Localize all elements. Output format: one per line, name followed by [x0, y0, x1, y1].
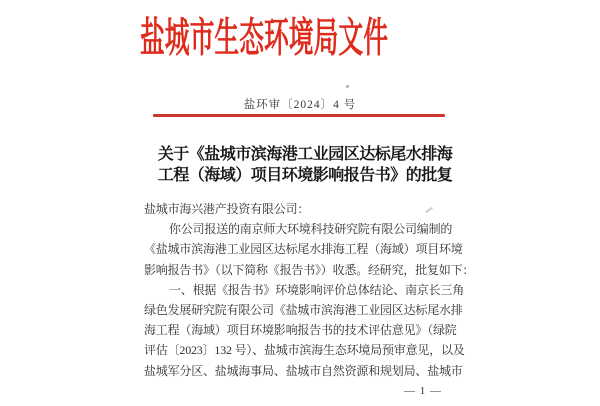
page-number: — 1 —: [404, 385, 442, 397]
scan-artifact-dot: [346, 85, 349, 88]
red-divider-rule: [153, 114, 445, 117]
document-reference-number: 盐环审〔2024〕4 号: [243, 99, 357, 111]
body-line: 绿色发展研究院有限公司《盐城市滨海港工业园区达标尾水排: [144, 302, 463, 317]
agency-header-title: [0, 10, 564, 66]
document-title-line1: 关于《盐城市滨海港工业园区达标尾水排海: [157, 146, 453, 163]
body-line: 《盐城市滨海港工业园区达标尾水排海工程（海域）项目环境: [144, 242, 463, 257]
document-title: [10, 144, 600, 186]
body-line: 一、根据《报告书》环境影响评价总体结论、南京长三角: [169, 282, 465, 297]
salutation-line: 盐城市海兴港产投资有限公司：: [144, 202, 310, 216]
document-title-line2: 工程（海域）项目环境影响报告书》的批复: [157, 167, 453, 184]
agency-header-text: 盐城市生态环境局文件: [140, 14, 388, 61]
body-line: 影响报告书》（以下简称《报告书》）收悉。经研究，批复如下：: [144, 262, 475, 277]
body-line: 你公司报送的南京师大环境科技研究院有限公司编制的: [169, 222, 453, 237]
body-line: 评估〔2023〕132 号）、盐城市滨海生态环境局预审意见，以及: [144, 343, 465, 358]
document-body: [144, 199, 475, 381]
body-line: 盐城军分区、盐城海事局、盐城市自然资源和规划局、盐城市: [144, 363, 463, 378]
body-line: 海工程（海域）项目环境影响报告书的技术评估意见》（绿院: [144, 323, 457, 338]
